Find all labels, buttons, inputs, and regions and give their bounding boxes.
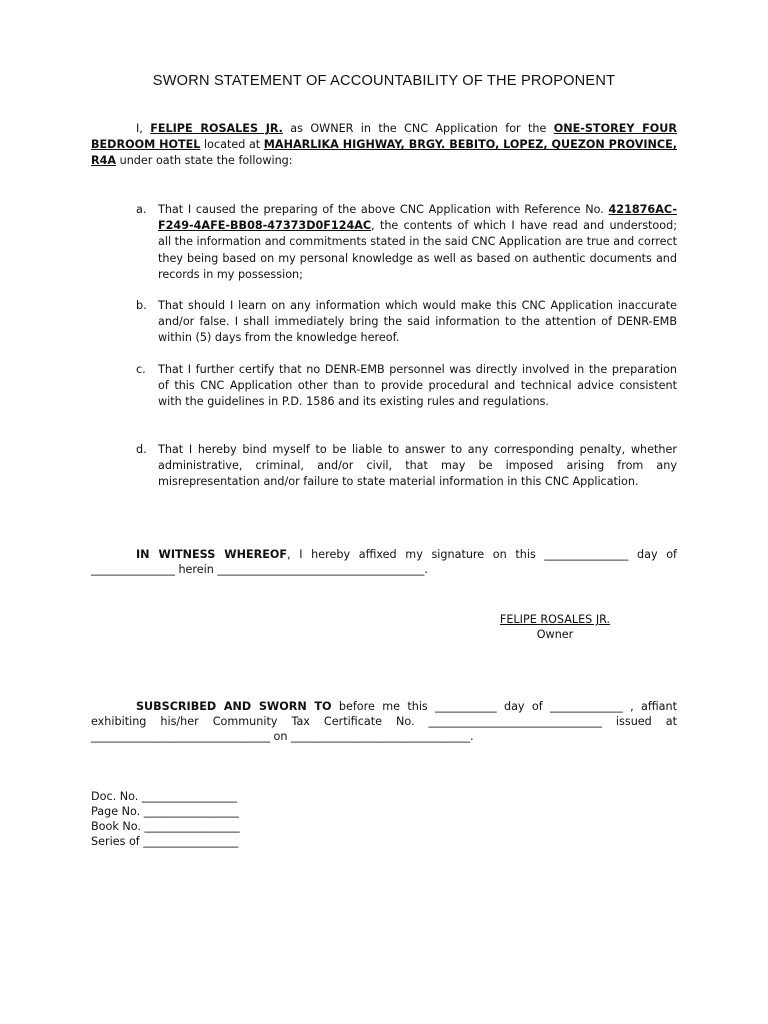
page-no: Page No. _________________ [91, 805, 239, 818]
item-a-text-1: That I caused the preparing of the above CNC Application with Reference No. [158, 203, 609, 216]
reference-number: 421876AC-F249-4AFE-BB08-47373D0F124AC [158, 203, 677, 233]
signatory-role: Owner [536, 628, 574, 641]
intro-paragraph [91, 121, 677, 170]
doc-no: Doc. No. _________________ [91, 790, 237, 803]
item-a-text-2: , the contents of which I have read and understood; all the information and commitments stated in the said CNC Application are true and correct they being based on my personal knowledge as well as based on authentic documents and records in my possession; [158, 219, 677, 281]
intro-text-3: located at [200, 138, 264, 152]
sworn-line-2: exhibiting his/her Community Tax Certificate No. _______________________________ issued at [91, 715, 677, 728]
list-marker: c. [136, 363, 146, 376]
witness-line-2: _______________ herein _____________________________________. [91, 563, 428, 576]
notary-block [91, 789, 677, 849]
list-item-a [136, 202, 677, 283]
list-marker: b. [136, 299, 147, 312]
list-item-b [136, 298, 677, 347]
document-title: SWORN STATEMENT OF ACCOUNTABILITY OF THE PROPONENT [152, 73, 616, 89]
item-d-text: That I hereby bind myself to be liable to answer to any corresponding penalty, whether administrative, criminal, and/or civil, that may be imposed arising from any misrepresentation and/or failure to state material information in this CNC Application. [158, 443, 677, 489]
sworn-lead: SUBSCRIBED AND SWORN TO [136, 700, 332, 713]
item-c-text: That I further certify that no DENR-EMB personnel was directly involved in the preparation of this CNC Application other than to provide procedural and technical advice consistent with the guidelines in P.D. 1586 and its existing rules and regulations. [158, 363, 677, 409]
proponent-name: FELIPE ROSALES JR. [150, 122, 283, 135]
project-location: MAHARLIKA HIGHWAY, BRGY. BEBITO, LOPEZ, QUEZON PROVINCE, R4A [91, 138, 677, 168]
signature-block [470, 612, 640, 642]
witness-paragraph [91, 547, 677, 577]
witness-line-1: , I hereby affixed my signature on this _______________ day of [287, 548, 677, 561]
list-marker: d. [136, 443, 147, 456]
item-b-text: That should I learn on any information which would make this CNC Application inaccurate and/or false. I shall immediately bring the said information to the attention of DENR-EMB within (5) days from the knowledge hereof. [158, 299, 677, 345]
witness-lead: IN WITNESS WHEREOF [136, 548, 287, 561]
project-name: ONE-STOREY FOUR BEDROOM HOTEL [91, 122, 677, 152]
sworn-line-3: ________________________________ on ________________________________. [91, 730, 474, 743]
sworn-paragraph [91, 699, 677, 744]
sworn-line-1: before me this ___________ day of _____________ , affiant [331, 700, 677, 713]
series-of: Series of _________________ [91, 835, 239, 848]
intro-text-4: under oath state the following: [116, 154, 293, 168]
list-item-d [136, 442, 677, 491]
intro-text-1: I, [136, 122, 151, 135]
intro-text-2: as OWNER in the CNC Application for the [282, 122, 554, 135]
book-no: Book No. _________________ [91, 820, 240, 833]
signatory-name: FELIPE ROSALES JR. [499, 613, 611, 626]
list-marker: a. [136, 203, 147, 216]
list-item-c [136, 362, 677, 411]
